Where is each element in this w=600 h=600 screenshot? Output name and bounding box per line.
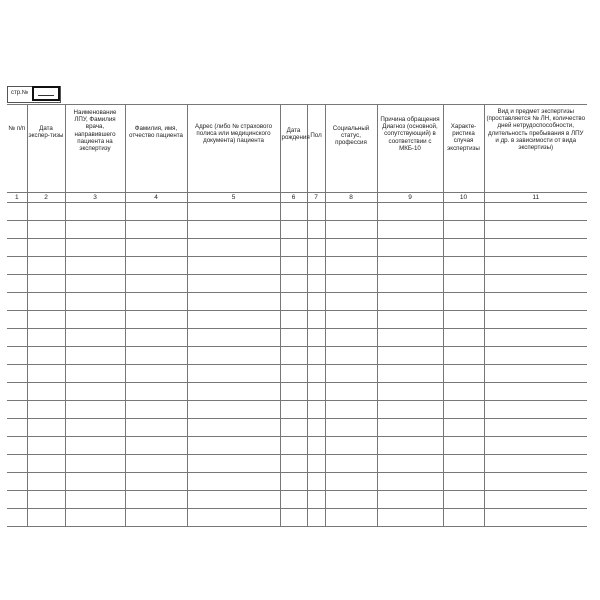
table-cell[interactable] xyxy=(443,401,484,419)
table-cell[interactable] xyxy=(187,311,280,329)
header-cell: Социальный статус, профессия xyxy=(325,105,377,193)
table-cell[interactable] xyxy=(187,419,280,437)
table-cell[interactable] xyxy=(187,329,280,347)
column-number: 7 xyxy=(307,193,325,203)
table-row xyxy=(7,275,587,293)
table-cell[interactable] xyxy=(307,275,325,293)
table-cell[interactable] xyxy=(7,401,27,419)
table-cell[interactable] xyxy=(377,401,443,419)
table-cell[interactable] xyxy=(187,437,280,455)
table-cell[interactable] xyxy=(484,203,587,221)
table-cell[interactable] xyxy=(280,203,307,221)
column-number: 5 xyxy=(187,193,280,203)
table-cell[interactable] xyxy=(443,257,484,275)
table-cell[interactable] xyxy=(7,293,27,311)
table-cell[interactable] xyxy=(377,239,443,257)
table-cell[interactable] xyxy=(125,455,187,473)
table-cell[interactable] xyxy=(27,455,65,473)
table-cell[interactable] xyxy=(443,347,484,365)
header-cell: Фамилия, имя, отчество пациента xyxy=(125,105,187,193)
table-row xyxy=(7,473,587,491)
table-cell[interactable] xyxy=(325,347,377,365)
table-cell[interactable] xyxy=(7,221,27,239)
table-cell[interactable] xyxy=(307,455,325,473)
header-cell: Адрес (либо № страхового полиса или медицинского документа) пациента xyxy=(187,105,280,193)
table-cell[interactable] xyxy=(443,275,484,293)
table-cell[interactable] xyxy=(187,347,280,365)
header-cell: Причина обращения Диагноз (основной, сопутствующий) в соответствии с МКБ-10 xyxy=(377,105,443,193)
table-cell[interactable] xyxy=(7,203,27,221)
table-cell[interactable] xyxy=(325,437,377,455)
table-cell[interactable] xyxy=(307,491,325,509)
table-cell[interactable] xyxy=(125,491,187,509)
table-cell[interactable] xyxy=(280,239,307,257)
table-cell[interactable] xyxy=(65,221,125,239)
table-cell[interactable] xyxy=(484,365,587,383)
table-cell[interactable] xyxy=(27,347,65,365)
table-cell[interactable] xyxy=(443,491,484,509)
table-row xyxy=(7,257,587,275)
table-cell[interactable] xyxy=(65,491,125,509)
table-cell[interactable] xyxy=(307,257,325,275)
table-cell[interactable] xyxy=(187,491,280,509)
table-cell[interactable] xyxy=(307,293,325,311)
table-cell[interactable] xyxy=(7,239,27,257)
table-cell[interactable] xyxy=(27,311,65,329)
table-cell[interactable] xyxy=(377,329,443,347)
page-number-field[interactable] xyxy=(32,86,60,101)
table-cell[interactable] xyxy=(325,383,377,401)
table-cell[interactable] xyxy=(307,473,325,491)
table-cell[interactable] xyxy=(125,293,187,311)
table-cell[interactable] xyxy=(484,293,587,311)
table-cell[interactable] xyxy=(484,257,587,275)
header-cell: Вид и предмет экспертизы (проставляется № ЛН, количество дней нетрудоспособности, длительность пребывания в ЛПУ и др. в зависимости от вида экспертизы) xyxy=(484,105,587,193)
table-row xyxy=(7,203,587,221)
table-cell[interactable] xyxy=(443,437,484,455)
table-cell[interactable] xyxy=(125,311,187,329)
table-cell[interactable] xyxy=(280,275,307,293)
table-row xyxy=(7,239,587,257)
table-cell[interactable] xyxy=(280,401,307,419)
table-row xyxy=(7,455,587,473)
table-cell[interactable] xyxy=(280,221,307,239)
table-cell[interactable] xyxy=(377,365,443,383)
table-cell[interactable] xyxy=(7,419,27,437)
table-cell[interactable] xyxy=(377,203,443,221)
table-cell[interactable] xyxy=(325,221,377,239)
table-cell[interactable] xyxy=(27,491,65,509)
table-cell[interactable] xyxy=(484,437,587,455)
table-cell[interactable] xyxy=(7,311,27,329)
table-cell[interactable] xyxy=(484,401,587,419)
table-cell[interactable] xyxy=(325,401,377,419)
table-cell[interactable] xyxy=(125,383,187,401)
column-number: 11 xyxy=(484,193,587,203)
table-cell[interactable] xyxy=(443,221,484,239)
table-cell[interactable] xyxy=(377,275,443,293)
table-cell[interactable] xyxy=(27,275,65,293)
table-cell[interactable] xyxy=(484,311,587,329)
table-cell[interactable] xyxy=(65,257,125,275)
table-cell[interactable] xyxy=(377,293,443,311)
table-row xyxy=(7,509,587,527)
table-cell[interactable] xyxy=(7,473,27,491)
table-cell[interactable] xyxy=(27,221,65,239)
table-cell[interactable] xyxy=(325,473,377,491)
table-cell[interactable] xyxy=(443,419,484,437)
table-row xyxy=(7,491,587,509)
table-cell[interactable] xyxy=(125,347,187,365)
table-cell[interactable] xyxy=(443,383,484,401)
table-cell[interactable] xyxy=(7,509,27,527)
table-cell[interactable] xyxy=(7,383,27,401)
table-cell[interactable] xyxy=(7,437,27,455)
table-cell[interactable] xyxy=(7,275,27,293)
table-cell[interactable] xyxy=(65,203,125,221)
table-cell[interactable] xyxy=(484,383,587,401)
table-cell[interactable] xyxy=(27,401,65,419)
table-cell[interactable] xyxy=(377,221,443,239)
table-cell[interactable] xyxy=(325,455,377,473)
table-row xyxy=(7,437,587,455)
table-cell[interactable] xyxy=(325,509,377,527)
table-cell[interactable] xyxy=(187,293,280,311)
table-cell[interactable] xyxy=(280,419,307,437)
expertise-journal-table xyxy=(7,104,587,527)
table-row xyxy=(7,365,587,383)
table-cell[interactable] xyxy=(187,239,280,257)
table-cell[interactable] xyxy=(187,473,280,491)
table-cell[interactable] xyxy=(187,203,280,221)
table-cell[interactable] xyxy=(125,329,187,347)
table-cell[interactable] xyxy=(377,509,443,527)
header-cell: Пол xyxy=(307,105,325,193)
table-row xyxy=(7,383,587,401)
table-cell[interactable] xyxy=(187,455,280,473)
table-cell[interactable] xyxy=(280,455,307,473)
table-cell[interactable] xyxy=(27,473,65,491)
table-row xyxy=(7,401,587,419)
table-row xyxy=(7,311,587,329)
table-cell[interactable] xyxy=(27,437,65,455)
column-number: 1 xyxy=(7,193,27,203)
table-cell[interactable] xyxy=(377,311,443,329)
table-cell[interactable] xyxy=(65,239,125,257)
page-number-box xyxy=(7,86,61,103)
table-cell[interactable] xyxy=(377,383,443,401)
table-cell[interactable] xyxy=(187,275,280,293)
table-cell[interactable] xyxy=(325,293,377,311)
table-cell[interactable] xyxy=(125,221,187,239)
table-cell[interactable] xyxy=(325,419,377,437)
table-cell[interactable] xyxy=(280,365,307,383)
table-cell[interactable] xyxy=(325,203,377,221)
table-cell[interactable] xyxy=(280,437,307,455)
table-cell[interactable] xyxy=(27,203,65,221)
table-cell[interactable] xyxy=(307,419,325,437)
table-cell[interactable] xyxy=(443,455,484,473)
table-cell[interactable] xyxy=(377,455,443,473)
column-number: 3 xyxy=(65,193,125,203)
table-cell[interactable] xyxy=(7,491,27,509)
column-number: 10 xyxy=(443,193,484,203)
table-cell[interactable] xyxy=(484,275,587,293)
header-cell: Дата рождения xyxy=(280,105,307,193)
column-number: 8 xyxy=(325,193,377,203)
table-cell[interactable] xyxy=(325,365,377,383)
table-cell[interactable] xyxy=(7,329,27,347)
table-cell[interactable] xyxy=(377,437,443,455)
table-cell[interactable] xyxy=(65,419,125,437)
header-cell: Характе-ристика случая экспертизы xyxy=(443,105,484,193)
table-cell[interactable] xyxy=(280,329,307,347)
table-cell[interactable] xyxy=(484,491,587,509)
table-cell[interactable] xyxy=(443,311,484,329)
table-cell[interactable] xyxy=(7,347,27,365)
table-cell[interactable] xyxy=(484,239,587,257)
table-cell[interactable] xyxy=(27,257,65,275)
table-cell[interactable] xyxy=(307,383,325,401)
table-cell[interactable] xyxy=(280,347,307,365)
table-cell[interactable] xyxy=(65,293,125,311)
table-cell[interactable] xyxy=(65,401,125,419)
table-cell[interactable] xyxy=(280,383,307,401)
table-cell[interactable] xyxy=(325,311,377,329)
table-cell[interactable] xyxy=(443,293,484,311)
table-cell[interactable] xyxy=(65,365,125,383)
table-cell[interactable] xyxy=(187,221,280,239)
table-cell[interactable] xyxy=(377,419,443,437)
table-cell[interactable] xyxy=(377,347,443,365)
table-cell[interactable] xyxy=(125,419,187,437)
table-cell[interactable] xyxy=(325,239,377,257)
column-number: 4 xyxy=(125,193,187,203)
table-cell[interactable] xyxy=(280,509,307,527)
column-number: 2 xyxy=(27,193,65,203)
table-cell[interactable] xyxy=(27,509,65,527)
table-cell[interactable] xyxy=(187,383,280,401)
table-cell[interactable] xyxy=(307,509,325,527)
table-cell[interactable] xyxy=(280,293,307,311)
table-cell[interactable] xyxy=(125,365,187,383)
table-cell[interactable] xyxy=(307,239,325,257)
table-cell[interactable] xyxy=(65,437,125,455)
table-cell[interactable] xyxy=(65,275,125,293)
table-cell[interactable] xyxy=(307,329,325,347)
column-number: 9 xyxy=(377,193,443,203)
header-row xyxy=(7,105,587,193)
table-cell[interactable] xyxy=(307,347,325,365)
table-cell[interactable] xyxy=(125,401,187,419)
table-row xyxy=(7,419,587,437)
table-cell[interactable] xyxy=(325,257,377,275)
table-cell[interactable] xyxy=(377,491,443,509)
table-cell[interactable] xyxy=(280,491,307,509)
table-row xyxy=(7,347,587,365)
table-cell[interactable] xyxy=(65,311,125,329)
table-cell[interactable] xyxy=(187,509,280,527)
table-cell[interactable] xyxy=(7,455,27,473)
table-cell[interactable] xyxy=(27,365,65,383)
table-cell[interactable] xyxy=(187,365,280,383)
table-cell[interactable] xyxy=(280,257,307,275)
table-cell[interactable] xyxy=(484,509,587,527)
table-cell[interactable] xyxy=(7,257,27,275)
table-cell[interactable] xyxy=(7,365,27,383)
table-cell[interactable] xyxy=(125,275,187,293)
table-cell[interactable] xyxy=(307,203,325,221)
table-cell[interactable] xyxy=(307,401,325,419)
table-cell[interactable] xyxy=(484,455,587,473)
table-cell[interactable] xyxy=(27,239,65,257)
table-row xyxy=(7,293,587,311)
table-cell[interactable] xyxy=(484,347,587,365)
header-cell: № п/п xyxy=(7,105,27,193)
header-cell: Дата экспер-тизы xyxy=(27,105,65,193)
table-cell[interactable] xyxy=(443,239,484,257)
table-cell[interactable] xyxy=(325,329,377,347)
table-cell[interactable] xyxy=(325,275,377,293)
table-cell[interactable] xyxy=(125,257,187,275)
table-cell[interactable] xyxy=(125,473,187,491)
table-cell[interactable] xyxy=(27,293,65,311)
table-cell[interactable] xyxy=(125,509,187,527)
table-cell[interactable] xyxy=(484,329,587,347)
table-cell[interactable] xyxy=(65,329,125,347)
table-cell[interactable] xyxy=(484,473,587,491)
table-cell[interactable] xyxy=(377,473,443,491)
table-cell[interactable] xyxy=(187,257,280,275)
table-cell[interactable] xyxy=(307,437,325,455)
table-cell[interactable] xyxy=(65,473,125,491)
table-cell[interactable] xyxy=(307,311,325,329)
table-cell[interactable] xyxy=(443,509,484,527)
table-cell[interactable] xyxy=(377,257,443,275)
table-cell[interactable] xyxy=(280,473,307,491)
column-number: 6 xyxy=(280,193,307,203)
table-cell[interactable] xyxy=(65,509,125,527)
table-cell[interactable] xyxy=(443,365,484,383)
table-cell[interactable] xyxy=(65,455,125,473)
table-cell[interactable] xyxy=(443,329,484,347)
table-cell[interactable] xyxy=(27,419,65,437)
table-cell[interactable] xyxy=(484,221,587,239)
table-cell[interactable] xyxy=(125,437,187,455)
table-cell[interactable] xyxy=(27,329,65,347)
table-cell[interactable] xyxy=(65,383,125,401)
table-cell[interactable] xyxy=(125,203,187,221)
column-number-row xyxy=(7,193,587,203)
table-cell[interactable] xyxy=(280,311,307,329)
header-cell: Наименование ЛПУ, Фамилия врача, направившего пациента на экспертизу xyxy=(65,105,125,193)
table-cell[interactable] xyxy=(187,401,280,419)
table-cell[interactable] xyxy=(27,383,65,401)
table-cell[interactable] xyxy=(325,491,377,509)
table-cell[interactable] xyxy=(307,365,325,383)
table-row xyxy=(7,221,587,239)
table-cell[interactable] xyxy=(307,221,325,239)
table-cell[interactable] xyxy=(484,419,587,437)
table-cell[interactable] xyxy=(443,203,484,221)
page-number-label: стр.№ xyxy=(11,90,29,96)
table-row xyxy=(7,329,587,347)
table-cell[interactable] xyxy=(443,473,484,491)
table-cell[interactable] xyxy=(65,347,125,365)
table-cell[interactable] xyxy=(125,239,187,257)
